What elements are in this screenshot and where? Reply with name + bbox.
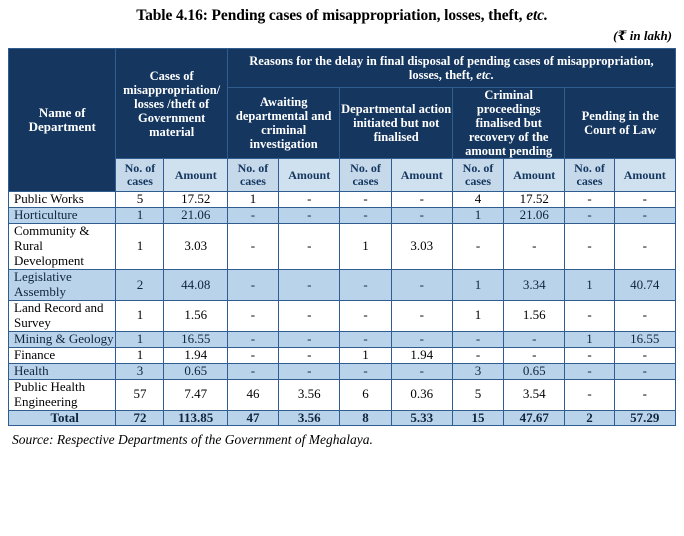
cell-criminal-amount: 17.52	[504, 192, 565, 208]
subheader-cases-no-of-cases: No. of cases	[116, 159, 164, 192]
cell-criminal-no: -	[452, 224, 503, 270]
cell-court-amount: -	[614, 363, 675, 379]
header-awaiting-investigation: Awaiting departmental and criminal investigation	[227, 88, 340, 159]
cell-criminal-no: 1	[452, 208, 503, 224]
header-cases-of-misappropriation: Cases of misappropriation/ losses /theft of Government material	[116, 49, 228, 159]
cell-criminal-no: -	[452, 331, 503, 347]
cell-departmental-no: -	[340, 331, 391, 347]
cell-awaiting-no: -	[227, 300, 278, 331]
cell-awaiting-no: -	[227, 270, 278, 301]
header-pending-court-of-law: Pending in the Court of Law	[565, 88, 676, 159]
table-total-row	[9, 410, 676, 426]
cell-awaiting-amount: -	[279, 347, 340, 363]
cell-awaiting-no: -	[227, 331, 278, 347]
total-cell-departmental-no: 8	[340, 410, 391, 426]
cell-awaiting-amount: -	[279, 300, 340, 331]
cell-awaiting-amount: -	[279, 270, 340, 301]
subheader-court-amount: Amount	[614, 159, 675, 192]
cell-departmental-amount: -	[391, 300, 452, 331]
row-department-name: Community & Rural Development	[9, 224, 116, 270]
row-department-name: Land Record and Survey	[9, 300, 116, 331]
subheader-awaiting-no-of-cases: No. of cases	[227, 159, 278, 192]
total-cell-cases-no: 72	[116, 410, 164, 426]
cell-awaiting-amount: -	[279, 363, 340, 379]
cell-departmental-no: -	[340, 208, 391, 224]
cell-court-amount: -	[614, 379, 675, 410]
cell-cases-amount: 7.47	[164, 379, 227, 410]
row-department-name: Horticulture	[9, 208, 116, 224]
subheader-criminal-no-of-cases: No. of cases	[452, 159, 503, 192]
cell-criminal-no: 3	[452, 363, 503, 379]
cell-cases-amount: 21.06	[164, 208, 227, 224]
cell-cases-no: 5	[116, 192, 164, 208]
cell-departmental-no: -	[340, 300, 391, 331]
cell-departmental-amount: 0.36	[391, 379, 452, 410]
header-reasons-italic: etc.	[476, 68, 494, 82]
cell-awaiting-amount: -	[279, 224, 340, 270]
total-cell-cases-amount: 113.85	[164, 410, 227, 426]
table-row	[9, 347, 676, 363]
cell-cases-no: 3	[116, 363, 164, 379]
cell-awaiting-no: 1	[227, 192, 278, 208]
table-header	[9, 49, 676, 192]
pending-cases-table	[8, 48, 676, 426]
cell-cases-amount: 1.56	[164, 300, 227, 331]
cell-awaiting-no: 46	[227, 379, 278, 410]
cell-departmental-no: 6	[340, 379, 391, 410]
total-label: Total	[9, 410, 116, 426]
cell-criminal-no: 4	[452, 192, 503, 208]
subheader-awaiting-amount: Amount	[279, 159, 340, 192]
cell-awaiting-no: -	[227, 208, 278, 224]
cell-court-amount: -	[614, 300, 675, 331]
header-criminal-proceedings: Criminal proceedings finalised but recovery of the amount pending	[452, 88, 565, 159]
cell-cases-no: 1	[116, 347, 164, 363]
page-title-italic: etc.	[526, 7, 548, 24]
table-row	[9, 270, 676, 301]
cell-departmental-amount: 1.94	[391, 347, 452, 363]
table-body	[9, 192, 676, 426]
header-name-of-department: Name of Department	[9, 49, 116, 192]
total-cell-awaiting-no: 47	[227, 410, 278, 426]
cell-court-no: -	[565, 379, 614, 410]
table-row	[9, 224, 676, 270]
cell-departmental-amount: -	[391, 208, 452, 224]
row-department-name: Public Health Engineering	[9, 379, 116, 410]
total-cell-criminal-amount: 47.67	[504, 410, 565, 426]
cell-departmental-amount: -	[391, 363, 452, 379]
cell-awaiting-amount: -	[279, 331, 340, 347]
cell-court-amount: -	[614, 208, 675, 224]
row-department-name: Health	[9, 363, 116, 379]
header-row-groups	[9, 49, 676, 88]
cell-cases-no: 1	[116, 208, 164, 224]
cell-cases-no: 1	[116, 331, 164, 347]
cell-awaiting-no: -	[227, 363, 278, 379]
cell-court-amount: 40.74	[614, 270, 675, 301]
table-row	[9, 379, 676, 410]
cell-court-amount: -	[614, 192, 675, 208]
subheader-departmental-amount: Amount	[391, 159, 452, 192]
cell-departmental-amount: -	[391, 331, 452, 347]
cell-criminal-amount: 21.06	[504, 208, 565, 224]
cell-cases-amount: 16.55	[164, 331, 227, 347]
cell-departmental-no: -	[340, 363, 391, 379]
cell-cases-amount: 1.94	[164, 347, 227, 363]
cell-awaiting-no: -	[227, 224, 278, 270]
total-cell-awaiting-amount: 3.56	[279, 410, 340, 426]
cell-cases-amount: 17.52	[164, 192, 227, 208]
source-note: Source: Respective Departments of the Government of Meghalaya.	[12, 432, 373, 448]
row-department-name: Finance	[9, 347, 116, 363]
cell-departmental-no: 1	[340, 347, 391, 363]
table-row	[9, 363, 676, 379]
cell-cases-no: 2	[116, 270, 164, 301]
cell-departmental-amount: -	[391, 192, 452, 208]
cell-court-no: -	[565, 300, 614, 331]
cell-awaiting-amount: -	[279, 208, 340, 224]
cell-departmental-amount: 3.03	[391, 224, 452, 270]
cell-departmental-amount: -	[391, 270, 452, 301]
cell-criminal-no: 1	[452, 300, 503, 331]
total-cell-criminal-no: 15	[452, 410, 503, 426]
cell-court-no: -	[565, 192, 614, 208]
table-row	[9, 300, 676, 331]
cell-departmental-no: 1	[340, 224, 391, 270]
unit-note: (₹ in lakh)	[613, 28, 672, 43]
cell-awaiting-amount: -	[279, 192, 340, 208]
total-cell-court-amount: 57.29	[614, 410, 675, 426]
cell-cases-no: 1	[116, 224, 164, 270]
subheader-criminal-amount: Amount	[504, 159, 565, 192]
total-cell-departmental-amount: 5.33	[391, 410, 452, 426]
cell-awaiting-amount: 3.56	[279, 379, 340, 410]
table-row	[9, 192, 676, 208]
cell-criminal-amount: -	[504, 224, 565, 270]
cell-criminal-amount: -	[504, 331, 565, 347]
cell-court-no: -	[565, 363, 614, 379]
cell-court-no: 1	[565, 270, 614, 301]
row-department-name: Legislative Assembly	[9, 270, 116, 301]
cell-criminal-no: 5	[452, 379, 503, 410]
row-department-name: Public Works	[9, 192, 116, 208]
cell-court-no: -	[565, 208, 614, 224]
cell-criminal-amount: 1.56	[504, 300, 565, 331]
cell-criminal-amount: 0.65	[504, 363, 565, 379]
cell-criminal-amount: 3.54	[504, 379, 565, 410]
header-departmental-action: Departmental action initiated but not finalised	[340, 88, 453, 159]
table-row	[9, 208, 676, 224]
cell-court-amount: -	[614, 347, 675, 363]
cell-criminal-no: -	[452, 347, 503, 363]
cell-cases-amount: 3.03	[164, 224, 227, 270]
cell-court-no: 1	[565, 331, 614, 347]
header-reasons-text: Reasons for the delay in final disposal of pending cases of misappropriation, losses, theft,	[249, 54, 654, 82]
cell-cases-no: 57	[116, 379, 164, 410]
row-department-name: Mining & Geology	[9, 331, 116, 347]
cell-court-no: -	[565, 347, 614, 363]
cell-court-amount: 16.55	[614, 331, 675, 347]
cell-criminal-amount: 3.34	[504, 270, 565, 301]
header-reasons-group	[227, 49, 675, 88]
cell-awaiting-no: -	[227, 347, 278, 363]
cell-court-no: -	[565, 224, 614, 270]
subheader-cases-amount: Amount	[164, 159, 227, 192]
table-row	[9, 331, 676, 347]
subheader-court-no-of-cases: No. of cases	[565, 159, 614, 192]
subheader-departmental-no-of-cases: No. of cases	[340, 159, 391, 192]
cell-departmental-no: -	[340, 192, 391, 208]
cell-court-amount: -	[614, 224, 675, 270]
page-title	[8, 0, 676, 28]
cell-cases-no: 1	[116, 300, 164, 331]
total-cell-court-no: 2	[565, 410, 614, 426]
cell-criminal-amount: -	[504, 347, 565, 363]
page-title-text: Table 4.16: Pending cases of misappropriation, losses, theft,	[136, 7, 527, 24]
cell-departmental-no: -	[340, 270, 391, 301]
cell-cases-amount: 0.65	[164, 363, 227, 379]
cell-cases-amount: 44.08	[164, 270, 227, 301]
cell-criminal-no: 1	[452, 270, 503, 301]
